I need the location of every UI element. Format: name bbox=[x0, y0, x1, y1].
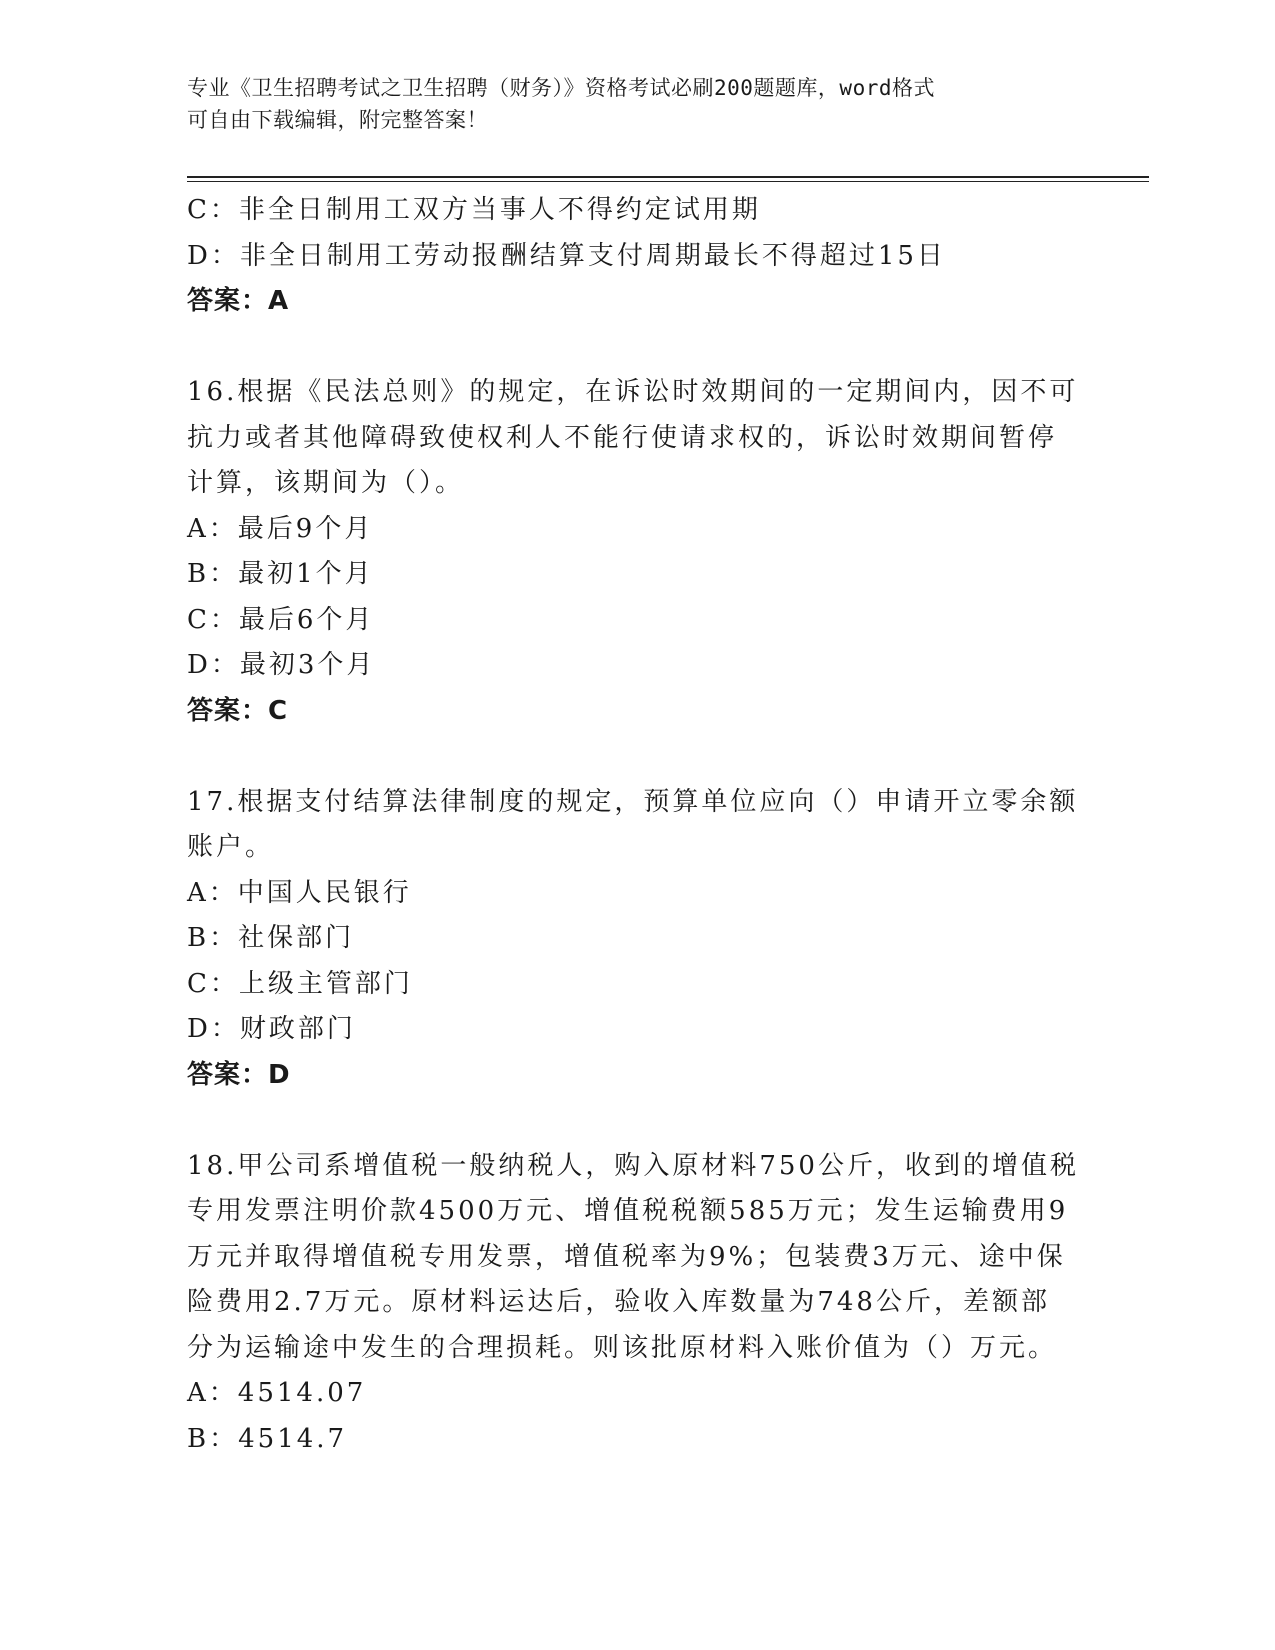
option-a: A：4514.07 bbox=[187, 1378, 367, 1408]
option-c: C：非全日制用工双方当事人不得约定试用期 bbox=[187, 195, 761, 225]
option-c: C：上级主管部门 bbox=[187, 968, 413, 999]
spacer bbox=[187, 1098, 1087, 1144]
document-header bbox=[187, 72, 1067, 136]
option-b: B：社保部门 bbox=[187, 923, 355, 953]
option-d: D：非全日制用工劳动报酬结算支付周期最长不得超过15日 bbox=[187, 240, 946, 271]
header-line-2: 可自由下载编辑，附完整答案！ bbox=[187, 108, 488, 132]
question-18-line-1: 18.甲公司系增值税一般纳税人，购入原材料750公斤，收到的增值税 bbox=[187, 1150, 1079, 1181]
option-d: D：最初3个月 bbox=[187, 650, 376, 680]
option-b: B：最初1个月 bbox=[187, 559, 374, 589]
spacer bbox=[187, 734, 1087, 780]
question-18-line-5: 分为运输途中发生的合理损耗。则该批原材料入账价值为（）万元。 bbox=[187, 1332, 1058, 1363]
option-d: D：财政部门 bbox=[187, 1014, 356, 1044]
header-line-1: 专业《卫生招聘考试之卫生招聘（财务）》资格考试必刷200题题库，word格式 bbox=[187, 76, 935, 100]
header-rule-thick bbox=[187, 176, 1149, 178]
option-c: C：最后6个月 bbox=[187, 604, 375, 635]
answer-line: 答案：D bbox=[187, 1059, 291, 1090]
option-a: A：最后9个月 bbox=[187, 513, 374, 544]
question-16-line-1: 16.根据《民法总则》的规定，在诉讼时效期间的一定期间内，因不可 bbox=[187, 377, 1079, 407]
question-18-line-3: 万元并取得增值税专用发票，增值税率为9%；包装费3万元、途中保 bbox=[187, 1241, 1066, 1272]
header-rule-thin bbox=[187, 181, 1149, 182]
question-18-line-2: 专用发票注明价款4500万元、增值税税额585万元；发生运输费用9 bbox=[187, 1196, 1069, 1226]
question-16-line-2: 抗力或者其他障碍致使权利人不能行使请求权的，诉讼时效期间暂停 bbox=[187, 422, 1058, 453]
question-17-line-1: 17.根据支付结算法律制度的规定，预算单位应向（）申请开立零余额 bbox=[187, 786, 1079, 817]
question-17-line-2: 账户。 bbox=[187, 832, 275, 862]
question-18-line-4: 险费用2.7万元。原材料运达后，验收入库数量为748公斤，差额部 bbox=[187, 1287, 1050, 1317]
document-body bbox=[187, 188, 1087, 1462]
option-b: B：4514.7 bbox=[187, 1423, 348, 1454]
answer-line: 答案：A bbox=[187, 286, 290, 316]
question-16-line-3: 计算，该期间为（）。 bbox=[187, 468, 465, 498]
option-a: A：中国人民银行 bbox=[187, 877, 412, 908]
answer-line: 答案：C bbox=[187, 695, 289, 726]
spacer bbox=[187, 325, 1087, 371]
